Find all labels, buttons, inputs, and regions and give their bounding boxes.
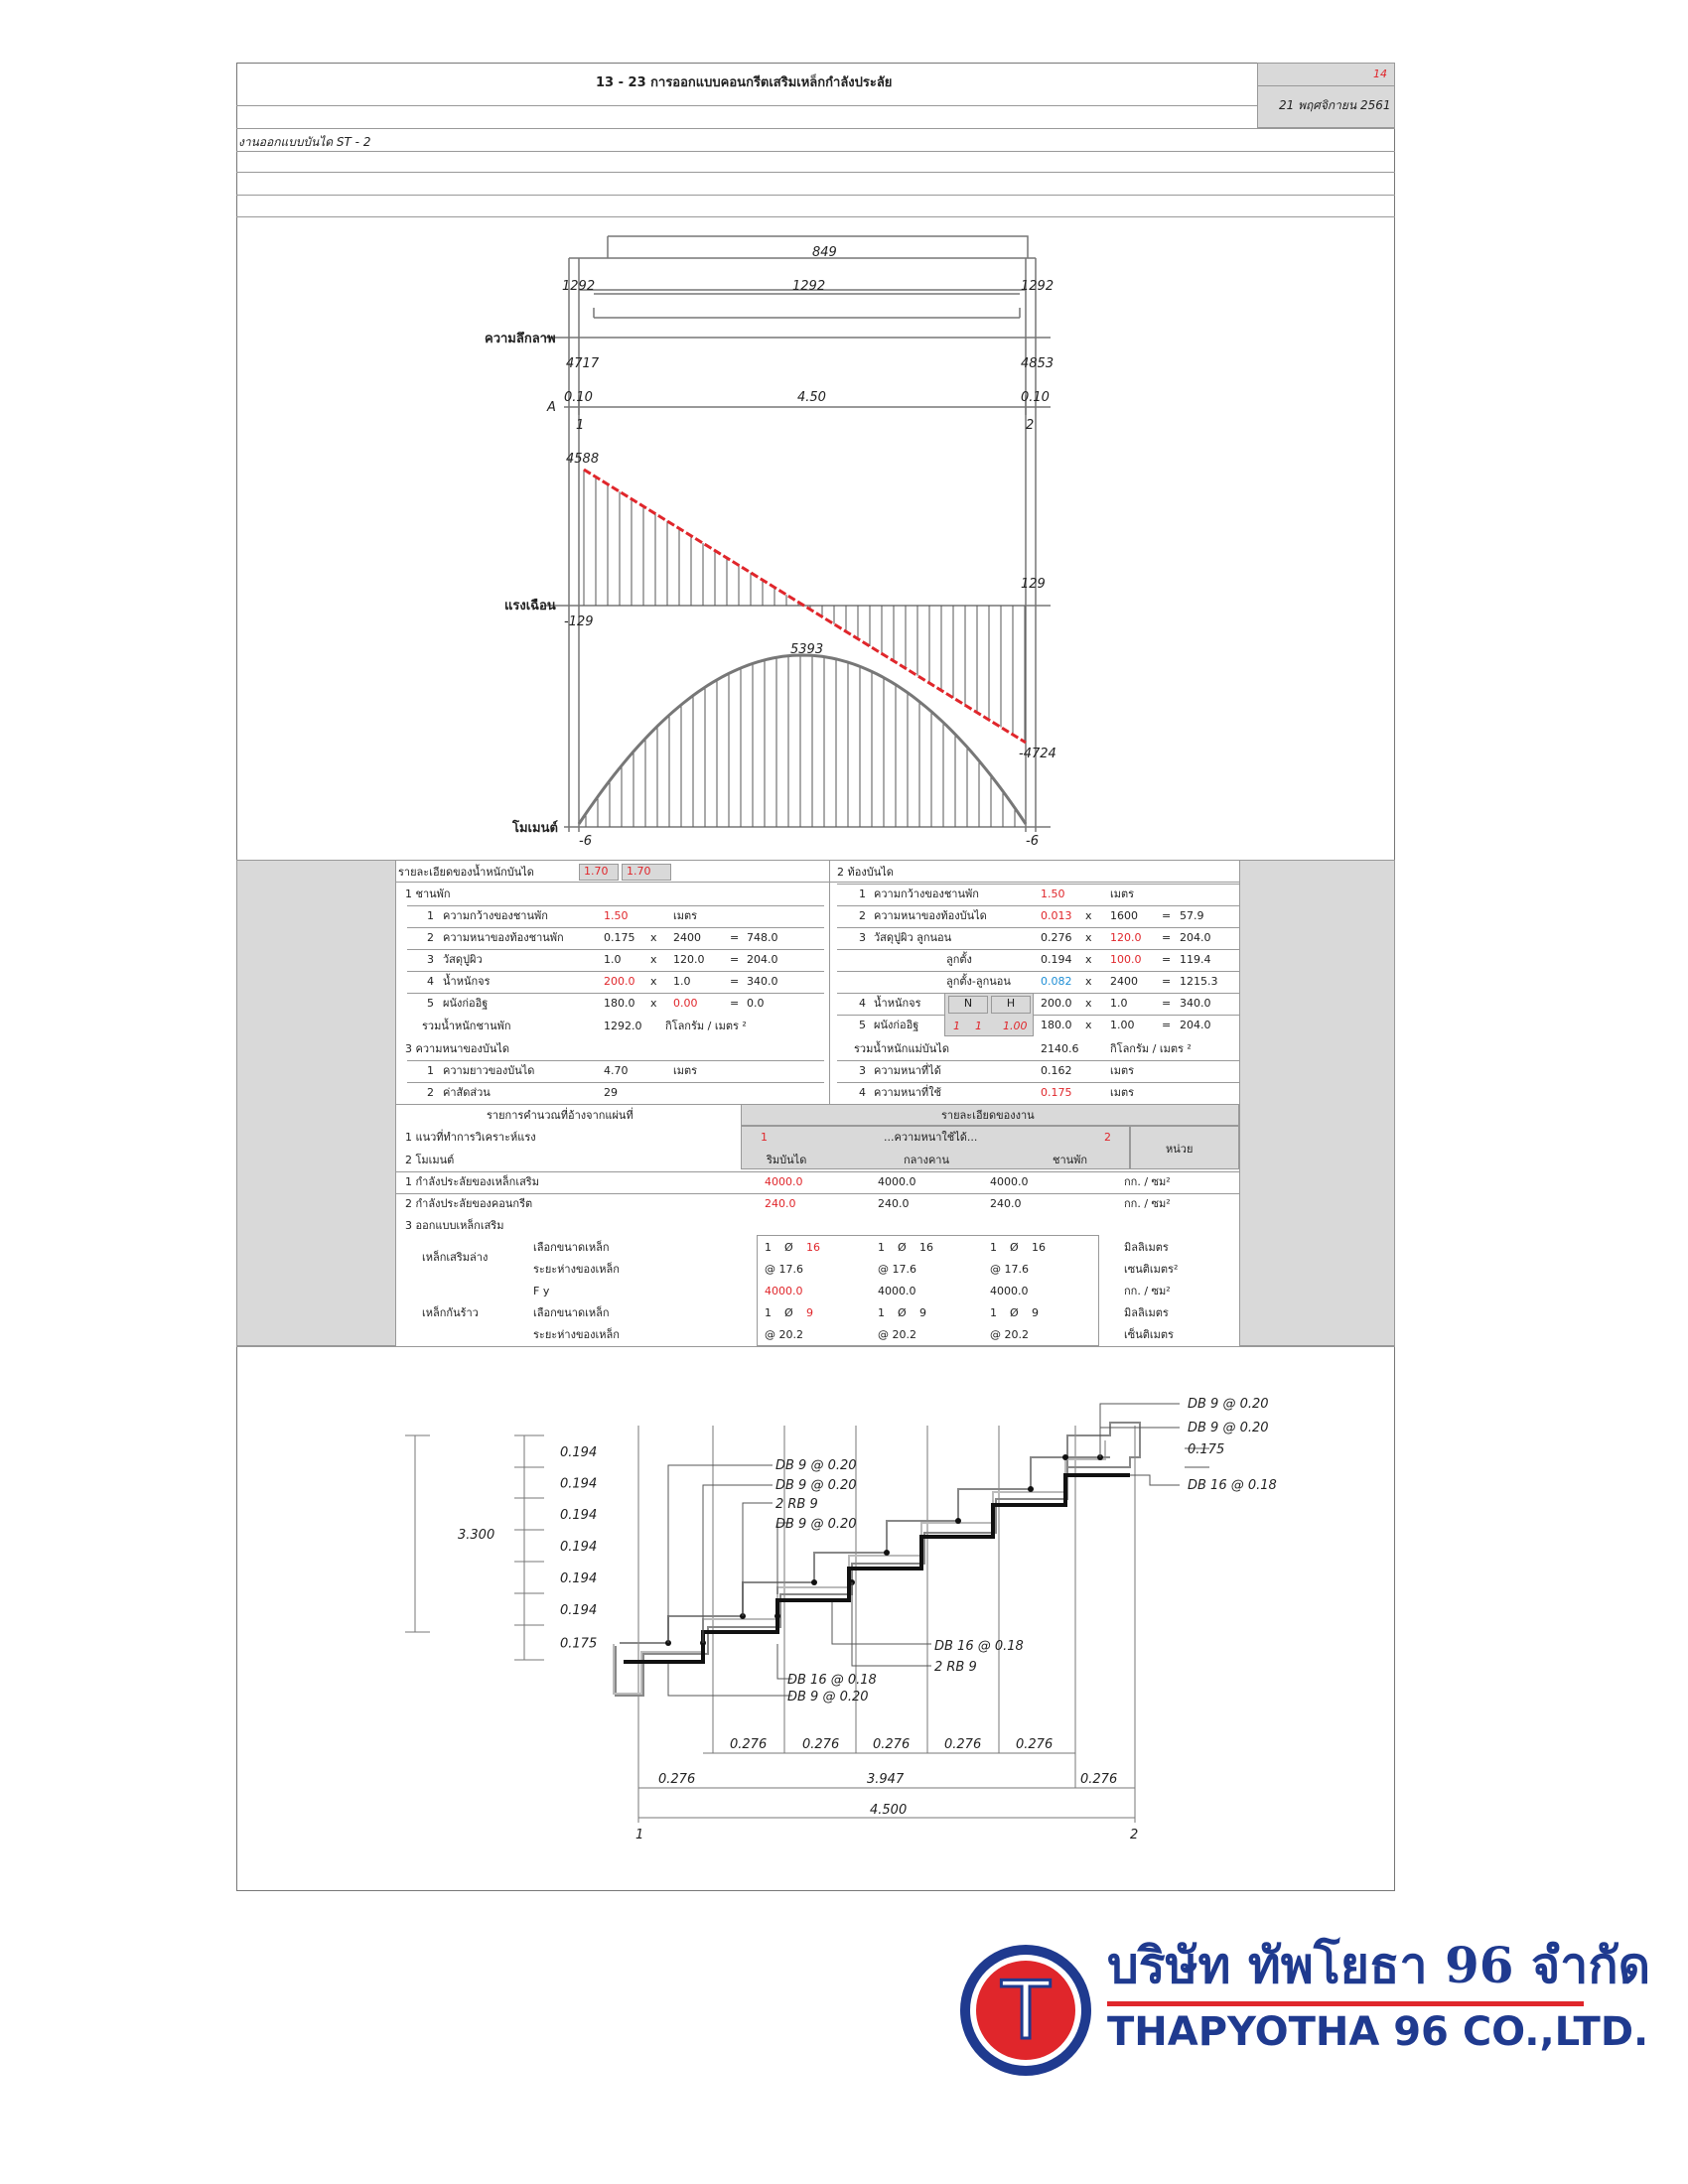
landing-total-unit: กิโลกรัม / เมตร ² — [665, 1020, 747, 1032]
load-left-label: 1292 — [562, 279, 596, 294]
rebar-label-2: DB 9 @ 0.20 — [775, 1478, 857, 1493]
length-row-label: ความยาวของบันได — [443, 1064, 535, 1077]
slab-row-x: x — [1085, 909, 1092, 922]
nh-v1: 1 — [953, 1020, 960, 1032]
dim-bottom-left: 0.276 — [658, 1772, 696, 1787]
length-row-label: ค่าสัดส่วน — [443, 1086, 491, 1099]
length-row-value: 4.70 — [604, 1064, 629, 1077]
temp-bar-qty: 1 — [990, 1306, 997, 1319]
design-row-c1: 240.0 — [765, 1197, 796, 1210]
slab-total-unit: กิโลกรัม / เมตร ² — [1110, 1042, 1192, 1055]
slab-row-eq: = — [1162, 909, 1172, 922]
landing-row-v2: 1.0 — [673, 975, 691, 988]
header-right-divider — [1257, 85, 1395, 86]
diameter-icon: Ø — [1010, 1241, 1019, 1254]
load-table-mid — [829, 860, 830, 1104]
design-row2-label: 2 โมเมนต์ — [405, 1154, 455, 1166]
design-row1-b: 2 — [1104, 1131, 1111, 1144]
header-divider — [236, 105, 1257, 106]
moment-right-label: -6 — [1026, 834, 1039, 849]
nh-v3: 1.00 — [1003, 1020, 1028, 1032]
design-row-c3: 240.0 — [990, 1197, 1022, 1210]
node-2-label: 2 — [1026, 418, 1035, 433]
load-top-label: 849 — [812, 245, 837, 260]
rebar-label-4: DB 9 @ 0.20 — [775, 1517, 857, 1532]
thick-row-value: 0.162 — [1041, 1064, 1072, 1077]
landing-row-v1: 1.0 — [604, 953, 622, 966]
stair-section-drawing — [236, 1346, 1395, 1891]
main-bar-qty: 1 — [878, 1241, 885, 1254]
rebar-label-10: DB 9 @ 0.20 — [1188, 1421, 1269, 1435]
rebar-label-7: DB 16 @ 0.18 — [787, 1673, 877, 1688]
job-title: งานออกแบบบันได ST - 2 — [238, 135, 371, 149]
row-line — [396, 882, 1239, 883]
landing-row-result: 0.0 — [747, 997, 765, 1010]
design-row1-label: 1 แนวที่ทำการวิเคราะห์แรง — [405, 1131, 536, 1144]
diameter-icon: Ø — [898, 1306, 907, 1319]
stair-rise-label: 0.194 — [560, 1540, 598, 1555]
row-line — [837, 949, 1239, 950]
slab-row-num: 5 — [859, 1019, 866, 1031]
rebar-label-11: DB 16 @ 0.18 — [1188, 1478, 1277, 1493]
page-number: 14 — [1373, 68, 1387, 80]
stair-tread-label: 0.276 — [730, 1737, 768, 1752]
row-line — [837, 971, 1239, 972]
unit-mm-1: มิลลิเมตร — [1124, 1241, 1169, 1254]
fy-value: 4000.0 — [990, 1285, 1029, 1297]
landing-row-eq: = — [730, 953, 740, 966]
row-line — [837, 993, 1239, 994]
slab-row-eq: = — [1162, 931, 1172, 944]
landing-row-x: x — [650, 975, 657, 988]
thick-row-value: 0.175 — [1041, 1086, 1072, 1099]
load-mid-label: 1292 — [792, 279, 826, 294]
company-logo — [956, 1941, 1095, 2080]
stair-tread-label: 0.276 — [944, 1737, 982, 1752]
landing-row-num: 5 — [427, 997, 434, 1010]
temp-bar-qty: 1 — [878, 1306, 885, 1319]
nh-h — [991, 996, 1031, 1014]
stair-rise-label: 0.194 — [560, 1508, 598, 1523]
unit-cm2: เซนติเมตร² — [1124, 1263, 1179, 1276]
diameter-icon: Ø — [784, 1241, 793, 1254]
row-line — [837, 1082, 1239, 1083]
slab-row-num: 1 — [859, 887, 866, 900]
slab-row-eq: = — [1162, 997, 1172, 1010]
dim-bottom-mid: 3.947 — [867, 1772, 905, 1787]
row-line — [837, 884, 1239, 885]
slab-row-num: 4 — [859, 997, 866, 1010]
slab-row-x: x — [1085, 1019, 1092, 1031]
landing-row-result: 204.0 — [747, 953, 778, 966]
slab-row-result: 57.9 — [1180, 909, 1204, 922]
slab-row-v1: 1.50 — [1041, 887, 1065, 900]
main-bar-dia: 16 — [919, 1241, 933, 1254]
main-bar-label: เหล็กเสริมล่าง — [422, 1251, 489, 1264]
landing-row-label: ผนังก่ออิฐ — [443, 997, 489, 1010]
company-name-thai: บริษัท ทัพโยธา 96 จำกัด — [1107, 1936, 1651, 1994]
shear-top-label: 4588 — [566, 452, 600, 467]
design-row-c2: 240.0 — [878, 1197, 910, 1210]
temp-bar-dia: 9 — [806, 1306, 813, 1319]
slab-total-value: 2140.6 — [1041, 1042, 1079, 1055]
row-line — [407, 1082, 824, 1083]
row-line — [407, 949, 824, 950]
stair-rise-label: 0.194 — [560, 1445, 598, 1460]
design-row-unit: กก. / ซม² — [1124, 1175, 1171, 1188]
slab-row-v2: 1.0 — [1110, 997, 1128, 1010]
slab-row-v2: 1600 — [1110, 909, 1138, 922]
stair-height: 3.300 — [458, 1528, 495, 1543]
nh-h-text: H — [1006, 997, 1016, 1010]
slab-row-label: ความหนาของท้องบันได — [874, 909, 987, 922]
header-bottom-line — [236, 128, 1395, 129]
design-col1: ริมบันได — [767, 1154, 807, 1166]
section-stair-slab: 2 ท้องบันได — [837, 866, 894, 879]
main-bar-dia: 16 — [1032, 1241, 1046, 1254]
load-factor-a-value: 1.70 — [584, 865, 609, 878]
span-right-label: 0.10 — [1021, 390, 1050, 405]
landing-row-v1: 1.50 — [604, 909, 629, 922]
stair-tread-label: 0.276 — [802, 1737, 840, 1752]
row-line — [837, 1060, 1239, 1061]
slab-row-eq: = — [1162, 953, 1172, 966]
temp-bar-spacing: @ 20.2 — [990, 1328, 1029, 1341]
slab-row-result: 340.0 — [1180, 997, 1211, 1010]
nh-v2: 1 — [975, 1020, 982, 1032]
load-table-title: รายละเอียดของน้ำหนักบันได — [398, 866, 534, 879]
rebar-label-9: DB 9 @ 0.20 — [1188, 1397, 1269, 1412]
shear-r1-label: 129 — [1021, 577, 1046, 592]
slab-row-result: 1215.3 — [1180, 975, 1218, 988]
design-left-head: รายการคำนวณที่อ้างจากแผ่นที่ — [487, 1109, 633, 1122]
stair-rise-label: 0.194 — [560, 1571, 598, 1586]
load-factor-a — [579, 864, 619, 881]
company-name-english: THAPYOTHA 96 CO.,LTD. — [1107, 2009, 1649, 2055]
logo-red-rule — [1107, 2001, 1584, 2006]
page-date: 21 พฤศจิกายน 2561 — [1279, 98, 1391, 112]
length-row-value: 29 — [604, 1086, 618, 1099]
main-bar-qty: 1 — [990, 1241, 997, 1254]
load-diagram-title: ความลึกลาพ — [485, 332, 556, 346]
row-line — [837, 927, 1239, 928]
row-line — [407, 927, 824, 928]
temp-bar-spacing: @ 20.2 — [765, 1328, 803, 1341]
landing-row-v1: 0.175 — [604, 931, 635, 944]
axis-a-label: A — [547, 400, 556, 415]
thick-row-unit: เมตร — [1110, 1086, 1135, 1099]
unit-mm-2: มิลลิเมตร — [1124, 1306, 1169, 1319]
row-line — [236, 172, 1395, 173]
section-line — [236, 860, 1395, 861]
length-row-num: 2 — [427, 1086, 434, 1099]
design-row-c3: 4000.0 — [990, 1175, 1029, 1188]
slab-row-v2: เมตร — [1110, 887, 1135, 900]
stair-rise-label: 0.194 — [560, 1476, 598, 1492]
landing-total-label: รวมน้ำหนักชานพัก — [422, 1020, 511, 1032]
landing-row-v2: 2400 — [673, 931, 701, 944]
design-unit-head: หน่วย — [1166, 1143, 1194, 1156]
design-row-label: 2 กำลังประลัยของคอนกรีต — [405, 1197, 533, 1210]
stair-rise-label: 0.194 — [560, 1603, 598, 1618]
landing-row-v1: 200.0 — [604, 975, 635, 988]
landing-row-num: 4 — [427, 975, 434, 988]
dim-bottom-right: 0.276 — [1080, 1772, 1118, 1787]
slab-row-x: x — [1085, 953, 1092, 966]
slab-row-v2: 1.00 — [1110, 1019, 1135, 1031]
shear-bottom-label: -4724 — [1019, 747, 1056, 761]
load-table-right-margin — [1239, 860, 1395, 1346]
diameter-icon: Ø — [1010, 1306, 1019, 1319]
slab-row-label: วัสดุปูผิว ลูกนอน — [874, 931, 952, 944]
landing-row-x: x — [650, 931, 657, 944]
span-left-label: 0.10 — [564, 390, 593, 405]
nh-n-text: N — [963, 997, 973, 1010]
shear-l1-label: -129 — [564, 614, 594, 629]
slab-row-x: x — [1085, 997, 1092, 1010]
design-right-head: รายละเอียดของงาน — [941, 1109, 1035, 1122]
design-row-unit: กก. / ซม² — [1124, 1197, 1171, 1210]
slab-row-x: x — [1085, 931, 1092, 944]
slab-row-label: น้ำหนักจร — [874, 997, 921, 1010]
landing-row-label: น้ำหนักจร — [443, 975, 491, 988]
slab-row-num: 2 — [859, 909, 866, 922]
stair-rise-label: 0.175 — [560, 1636, 598, 1652]
landing-row-num: 3 — [427, 953, 434, 966]
slab-row-result: 204.0 — [1180, 931, 1211, 944]
row-line — [396, 1193, 1239, 1194]
landing-row-result: 748.0 — [747, 931, 778, 944]
thick-row-label: ความหนาที่ใช้ — [874, 1086, 941, 1099]
landing-row-label: วัสดุปูผิว — [443, 953, 483, 966]
slab-row-label: ผนังก่ออิฐ — [874, 1019, 919, 1031]
landing-row-eq: = — [730, 997, 740, 1010]
row-line — [407, 993, 824, 994]
span-mid-label: 4.50 — [797, 390, 826, 405]
slab-row-v1: 0.194 — [1041, 953, 1072, 966]
landing-row-result: 340.0 — [747, 975, 778, 988]
landing-row-v2: เมตร — [673, 909, 698, 922]
reaction-right-label: 4853 — [1021, 356, 1055, 371]
slab-row-result: 204.0 — [1180, 1019, 1211, 1031]
slab-row-num: 3 — [859, 931, 866, 944]
landing-row-eq: = — [730, 975, 740, 988]
thick-row-unit: เมตร — [1110, 1064, 1135, 1077]
spacing-1: ระยะห่างของเหล็ก — [533, 1263, 620, 1276]
row-line — [236, 195, 1395, 196]
diameter-icon: Ø — [898, 1241, 907, 1254]
design-row1-a: 1 — [761, 1131, 768, 1144]
row-line — [837, 1015, 1239, 1016]
landing-row-num: 1 — [427, 909, 434, 922]
fy-value: 4000.0 — [878, 1285, 916, 1297]
slab-row-v2: 100.0 — [1110, 953, 1142, 966]
row-line — [837, 905, 1239, 906]
slab-row-v1: 0.082 — [1041, 975, 1072, 988]
stair-node-2: 2 — [1130, 1828, 1139, 1843]
length-row-num: 1 — [427, 1064, 434, 1077]
landing-row-num: 2 — [427, 931, 434, 944]
stair-tread-label: 0.276 — [1016, 1737, 1054, 1752]
node-1-label: 1 — [576, 418, 585, 433]
page-title: 13 - 23 การออกแบบคอนกรีตเสริมเหล็กกำลังประลัย — [596, 75, 893, 90]
row-line — [236, 151, 1395, 152]
temp-bar-dia: 9 — [919, 1306, 926, 1319]
select-size-1: เลือกขนาดเหล็ก — [533, 1241, 610, 1254]
design-row-label: 1 กำลังประลัยของเหล็กเสริม — [405, 1175, 539, 1188]
landing-row-eq: = — [730, 931, 740, 944]
rebar-label-5: DB 16 @ 0.18 — [934, 1639, 1024, 1654]
slab-row-v1: 200.0 — [1041, 997, 1072, 1010]
select-size-2: เลือกขนาดเหล็ก — [533, 1306, 610, 1319]
design-col2: กลางคาน — [904, 1154, 950, 1166]
nh-n — [948, 996, 988, 1014]
main-bar-qty: 1 — [765, 1241, 772, 1254]
row-line — [407, 971, 824, 972]
design-row1-mid: ...ความหนาใช้ได้... — [884, 1131, 978, 1144]
load-table-left-margin — [236, 860, 396, 1346]
unit-ksc: กก. / ซม² — [1124, 1285, 1171, 1297]
moment-left-label: -6 — [579, 834, 592, 849]
stair-tread-label: 0.276 — [873, 1737, 911, 1752]
landing-row-label: ความกว้างของชานพัก — [443, 909, 548, 922]
rebar-label-6: 2 RB 9 — [934, 1660, 977, 1675]
reaction-left-label: 4717 — [566, 356, 600, 371]
moment-diagram-title: โมเมนต์ — [512, 821, 558, 836]
slab-row-label: ความกว้างของชานพัก — [874, 887, 979, 900]
landing-total-value: 1292.0 — [604, 1020, 642, 1032]
slab-row-label: ลูกตั้ง-ลูกนอน — [946, 975, 1011, 988]
row-line — [396, 1171, 1239, 1172]
design-row-c1: 4000.0 — [765, 1175, 803, 1188]
slab-row-x: x — [1085, 975, 1092, 988]
slab-row-v1: 0.276 — [1041, 931, 1072, 944]
landing-row-v2: 0.00 — [673, 997, 698, 1010]
slab-total-label: รวมน้ำหนักแม่บันได — [854, 1042, 949, 1055]
slab-row-v2: 2400 — [1110, 975, 1138, 988]
stair-node-1: 1 — [635, 1828, 644, 1843]
logo-letter: T — [1001, 1965, 1051, 2057]
main-bar-spacing: @ 17.6 — [990, 1263, 1029, 1276]
landing-row-v2: 120.0 — [673, 953, 705, 966]
thick-row-num: 4 — [859, 1086, 866, 1099]
fy-value: 4000.0 — [765, 1285, 803, 1297]
diameter-icon: Ø — [784, 1306, 793, 1319]
thick-row-num: 3 — [859, 1064, 866, 1077]
main-bar-dia: 16 — [806, 1241, 820, 1254]
stair-right-thickness: 0.175 — [1188, 1442, 1225, 1457]
main-bar-spacing: @ 17.6 — [878, 1263, 916, 1276]
section-landing: 1 ชานพัก — [405, 887, 451, 900]
slab-row-v1: 0.013 — [1041, 909, 1072, 922]
rebar-label-8: DB 9 @ 0.20 — [787, 1690, 869, 1705]
dim-total: 4.500 — [870, 1803, 908, 1818]
rebar-label-3: 2 RB 9 — [775, 1497, 818, 1512]
slab-row-v1: 180.0 — [1041, 1019, 1072, 1031]
load-right-label: 1292 — [1021, 279, 1055, 294]
moment-peak-label: 5393 — [790, 642, 824, 657]
main-bar-spacing: @ 17.6 — [765, 1263, 803, 1276]
thick-row-label: ความหนาที่ได้ — [874, 1064, 941, 1077]
design-row-c2: 4000.0 — [878, 1175, 916, 1188]
rebar-label-1: DB 9 @ 0.20 — [775, 1458, 857, 1473]
load-factor-b — [622, 864, 671, 881]
temp-bar-spacing: @ 20.2 — [878, 1328, 916, 1341]
landing-row-x: x — [650, 953, 657, 966]
temp-bar-label: เหล็กกันร้าว — [422, 1306, 479, 1319]
design-col3: ชานพัก — [1053, 1154, 1088, 1166]
unit-cm: เซ็นติเมตร — [1124, 1328, 1174, 1341]
section-thickness: 3 ความหนาของบันได — [405, 1042, 510, 1055]
beam-diagram — [236, 216, 1395, 862]
slab-row-v2: 120.0 — [1110, 931, 1142, 944]
length-row-unit: เมตร — [673, 1064, 698, 1077]
spacing-2: ระยะห่างของเหล็ก — [533, 1328, 620, 1341]
header-vdivider — [1257, 63, 1258, 128]
landing-row-x: x — [650, 997, 657, 1010]
slab-row-eq: = — [1162, 1019, 1172, 1031]
slab-row-eq: = — [1162, 975, 1172, 988]
fy-label: F y — [533, 1285, 550, 1297]
row-line — [407, 905, 824, 906]
temp-bar-dia: 9 — [1032, 1306, 1039, 1319]
temp-bar-qty: 1 — [765, 1306, 772, 1319]
landing-row-label: ความหนาของท้องชานพัก — [443, 931, 564, 944]
landing-row-v1: 180.0 — [604, 997, 635, 1010]
slab-row-label: ลูกตั้ง — [946, 953, 972, 966]
slab-row-result: 119.4 — [1180, 953, 1211, 966]
shear-diagram-title: แรงเฉือน — [504, 599, 556, 614]
row-line — [407, 1060, 824, 1061]
design-row3-label: 3 ออกแบบเหล็กเสริม — [405, 1219, 504, 1232]
load-factor-b-value: 1.70 — [627, 865, 651, 878]
